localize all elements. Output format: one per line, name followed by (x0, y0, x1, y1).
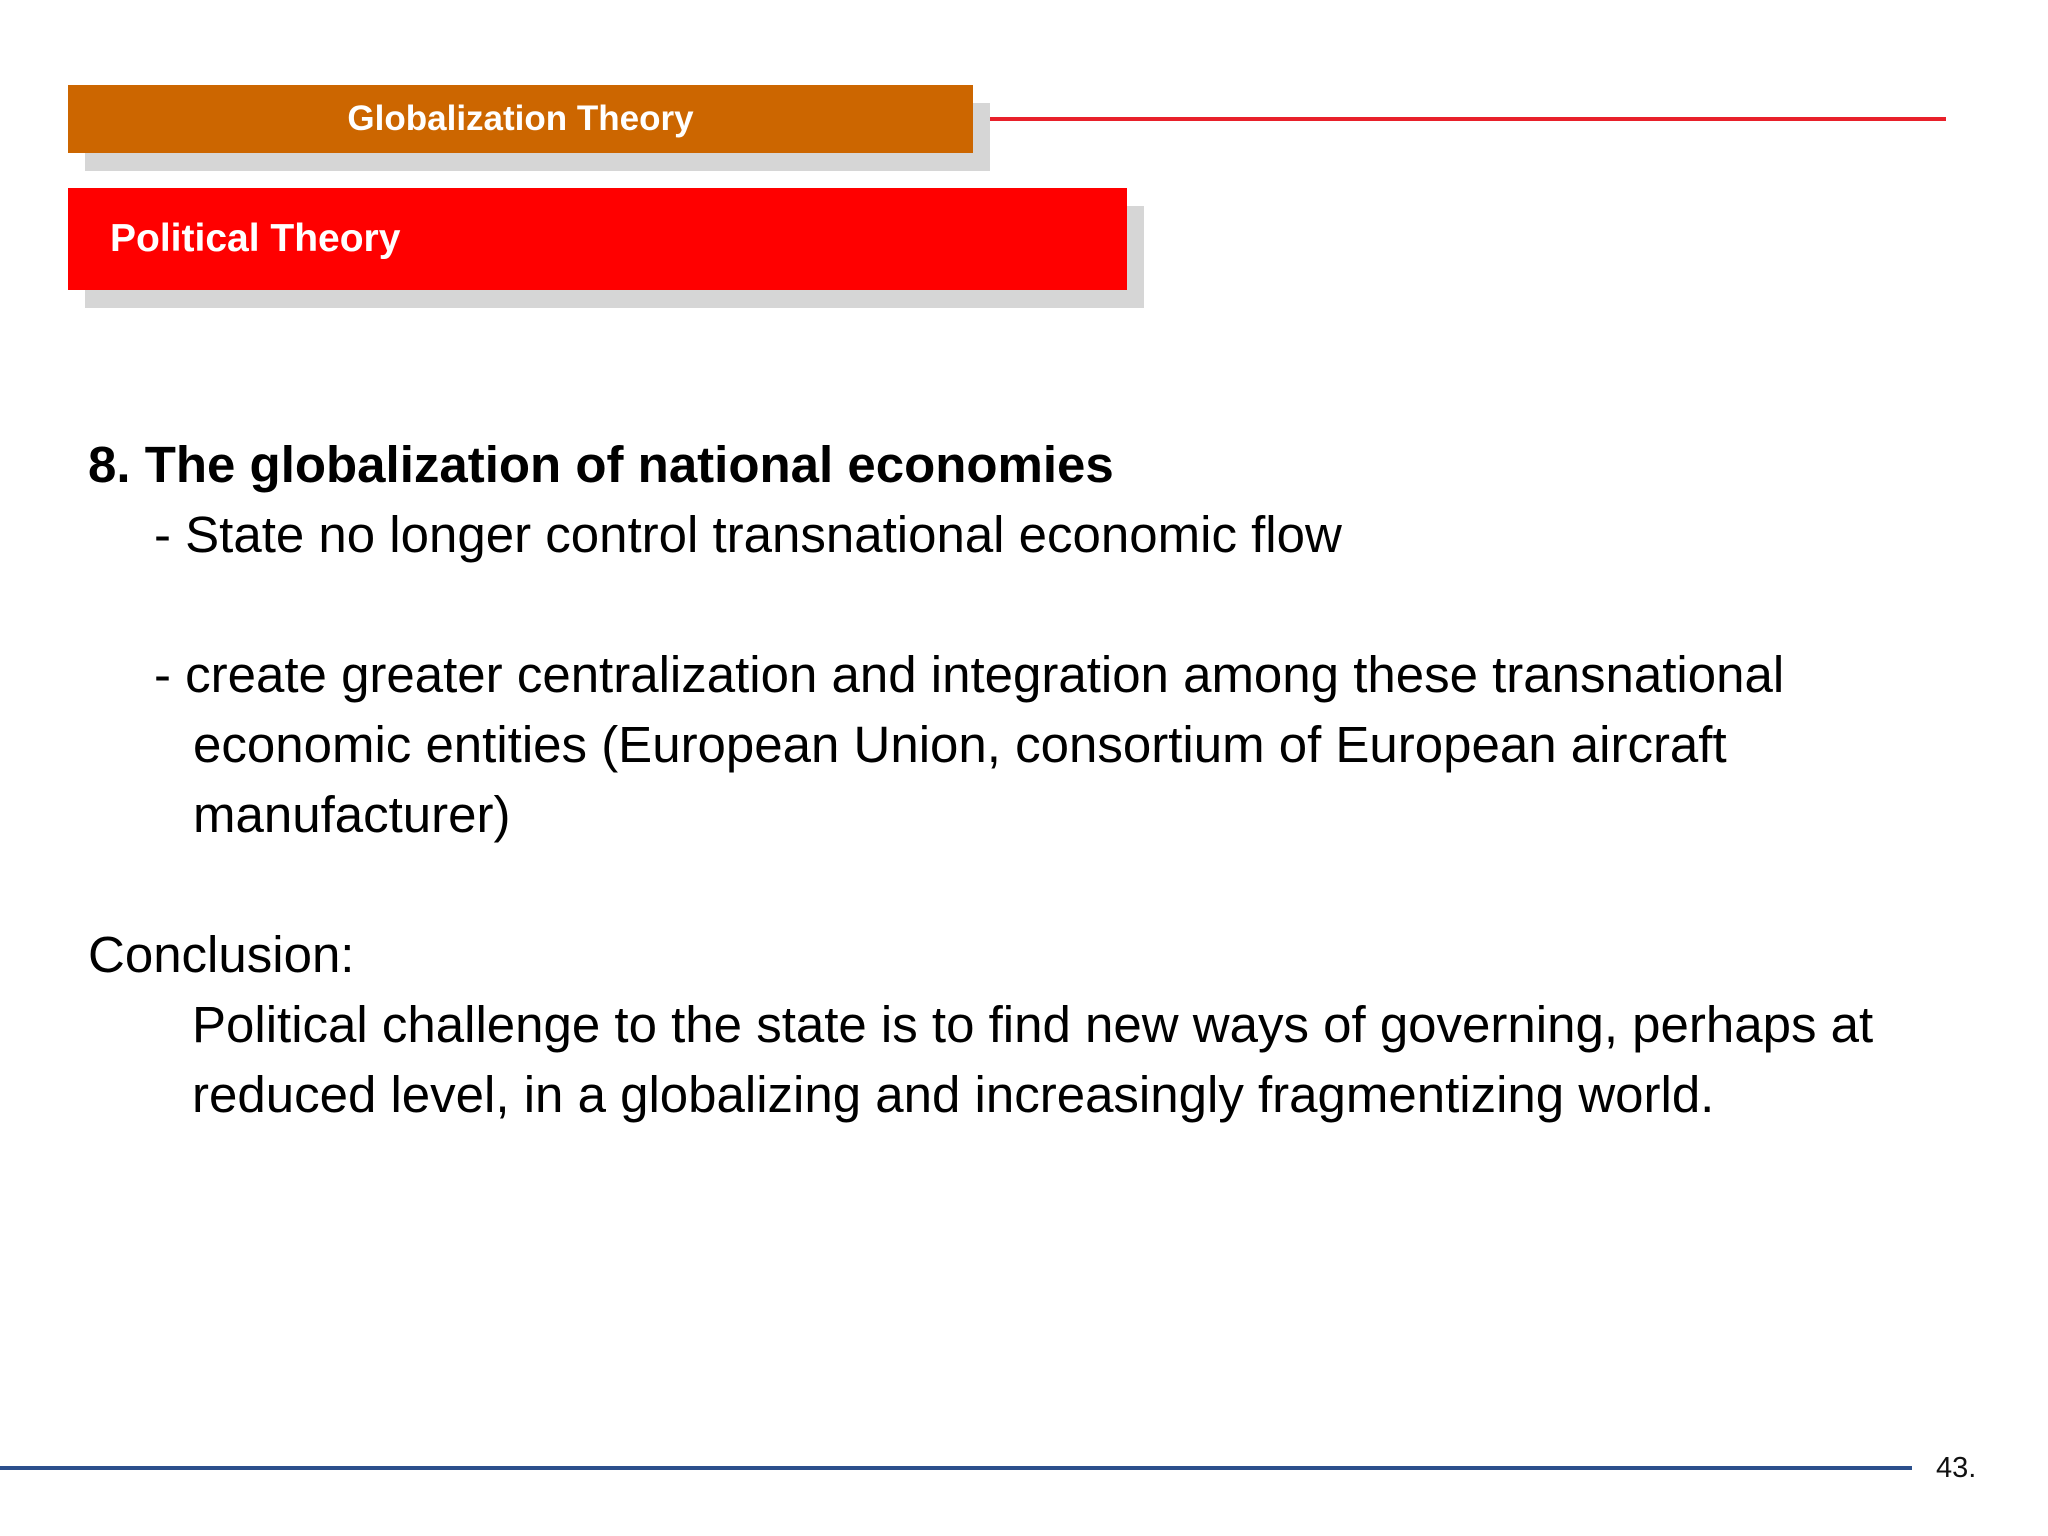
spacer (88, 570, 1968, 640)
bullet-item: - create greater centralization and integration among these transnational economic entities (European Union, consortium of European aircraft manufacturer) (154, 646, 1785, 843)
section-tag-label: Globalization Theory (347, 99, 694, 138)
slide-heading: 8. The globalization of national economies (88, 436, 1114, 493)
conclusion-label: Conclusion: (88, 926, 355, 983)
subsection-tag (68, 188, 1127, 290)
footer-divider (0, 1466, 1912, 1470)
conclusion-text: Political challenge to the state is to find new ways of governing, perhaps at reduced level, in a globalizing and increasingly fragmentizing world. (192, 996, 1874, 1123)
spacer (88, 850, 1968, 920)
bullet-item: - State no longer control transnational economic flow (154, 506, 1342, 563)
section-tag (68, 85, 973, 153)
slide-content (88, 430, 1968, 1130)
page-number: 43. (1936, 1452, 1977, 1484)
header-divider (990, 117, 1946, 121)
subsection-tag-label: Political Theory (110, 217, 401, 260)
